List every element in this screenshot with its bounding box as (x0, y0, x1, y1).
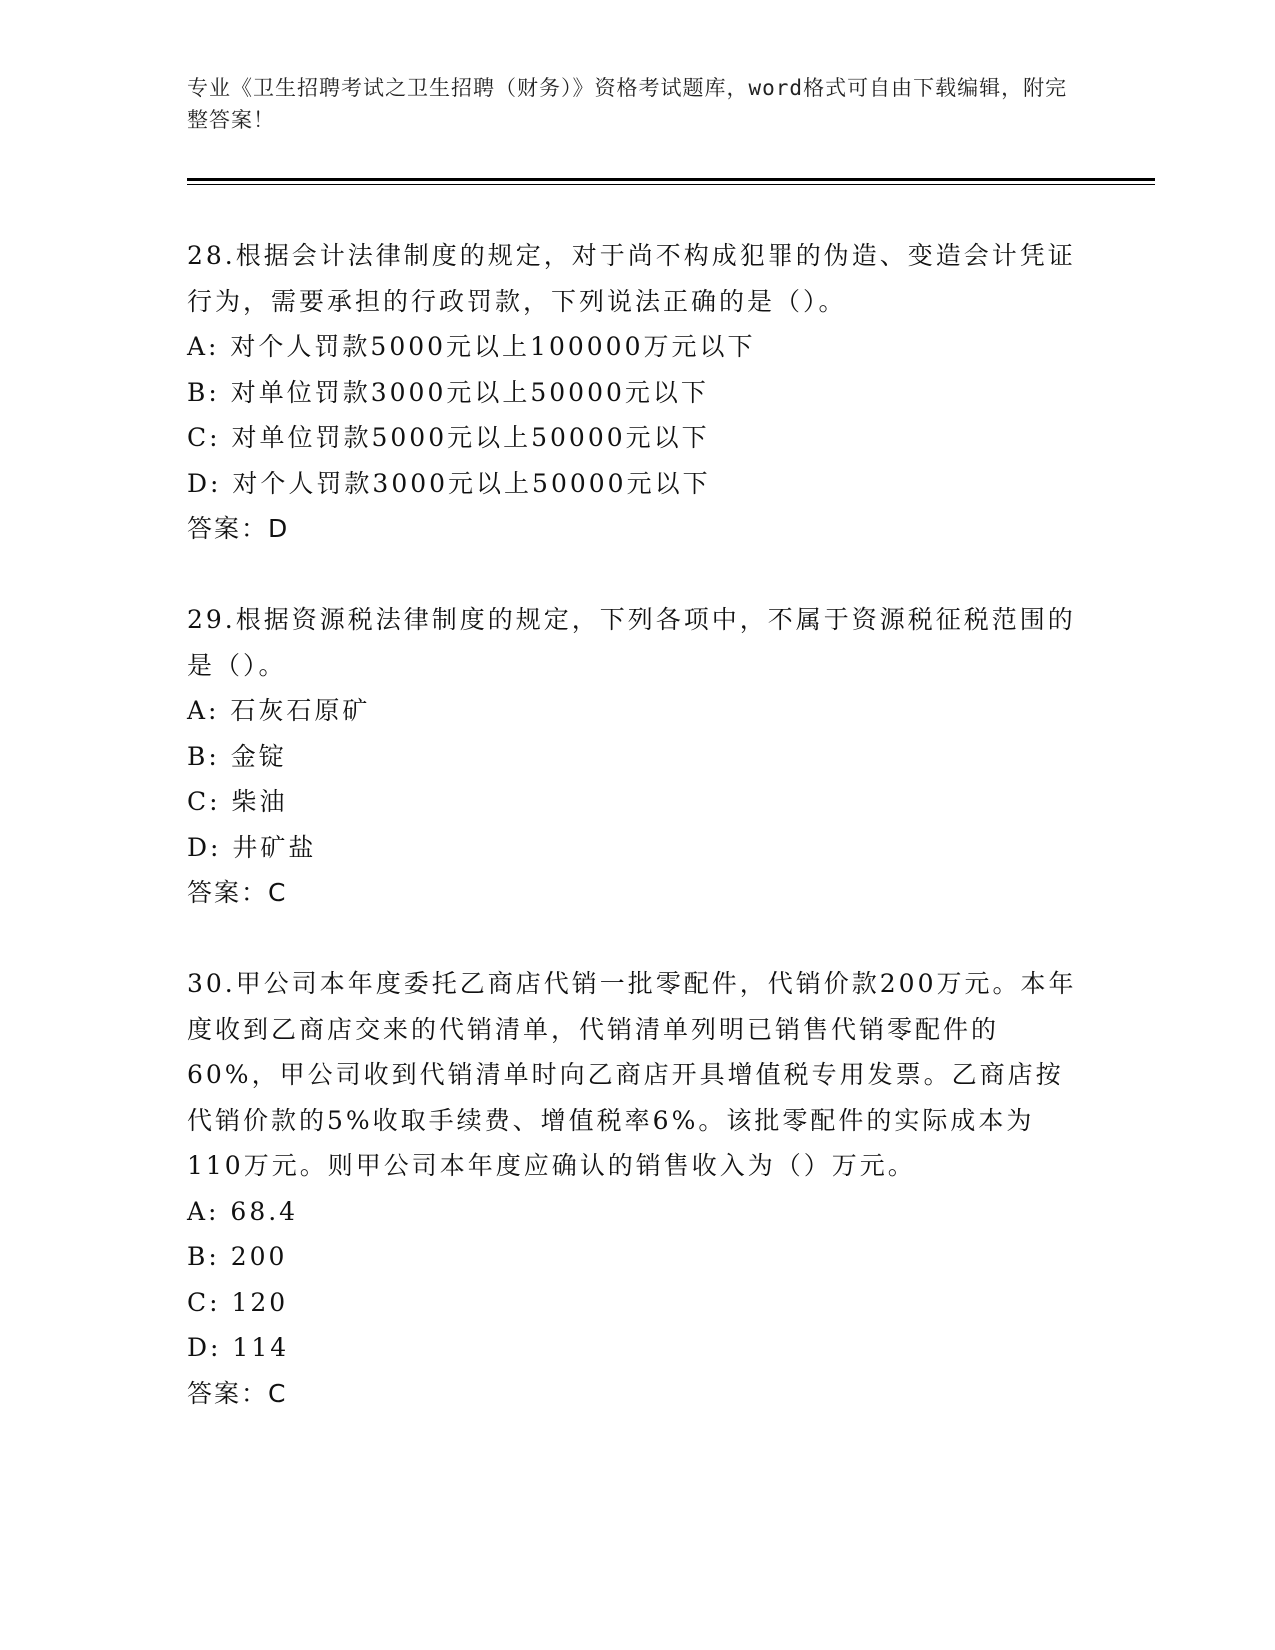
option-d: D: 114 (187, 1333, 290, 1362)
option-d: D: 对个人罚款3000元以上50000元以下 (187, 468, 711, 498)
header-divider-thin (187, 184, 1155, 185)
question-stem: 28.根据会计法律制度的规定，对于尚不构成犯罪的伪造、变造会计凭证行为，需要承担的行政罚款，下列说法正确的是（）。 (187, 241, 1076, 316)
option-b: B: 金锭 (187, 741, 287, 771)
option-a: A: 石灰石原矿 (187, 696, 371, 725)
option-a: A: 对个人罚款5000元以上100000万元以下 (187, 332, 756, 361)
header-divider-thick (187, 178, 1155, 181)
answer: 答案：C (187, 1378, 288, 1408)
question-stem: 29.根据资源税法律制度的规定，下列各项中，不属于资源税征税范围的是（）。 (187, 605, 1076, 680)
question-29 (187, 597, 1087, 916)
document-header: 专业《卫生招聘考试之卫生招聘（财务）》资格考试题库，word格式可自由下载编辑，附完整答案！ (187, 76, 1068, 132)
option-a: A: 68.4 (187, 1196, 299, 1226)
option-b: B: 200 (187, 1242, 288, 1271)
option-c: C: 120 (187, 1287, 289, 1317)
option-d: D: 井矿盐 (187, 832, 317, 862)
option-c: C: 柴油 (187, 787, 288, 816)
question-stem: 30.甲公司本年度委托乙商店代销一批零配件，代销价款200万元。本年度收到乙商店交来的代销清单，代销清单列明已销售代销零配件的60%，甲公司收到代销清单时向乙商店开具增值税专用发票。乙商店按代销价款的5%收取手续费、增值税率6%。该批零配件的实际成本为110万元。则甲公司本年度应确认的销售收入为（）万元。 (187, 969, 1077, 1180)
question-30 (187, 961, 1087, 1416)
option-b: B: 对单位罚款3000元以上50000元以下 (187, 377, 709, 407)
answer: 答案：C (187, 878, 288, 907)
option-c: C: 对单位罚款5000元以上50000元以下 (187, 423, 710, 452)
answer: 答案：D (187, 514, 290, 543)
question-28 (187, 233, 1087, 552)
